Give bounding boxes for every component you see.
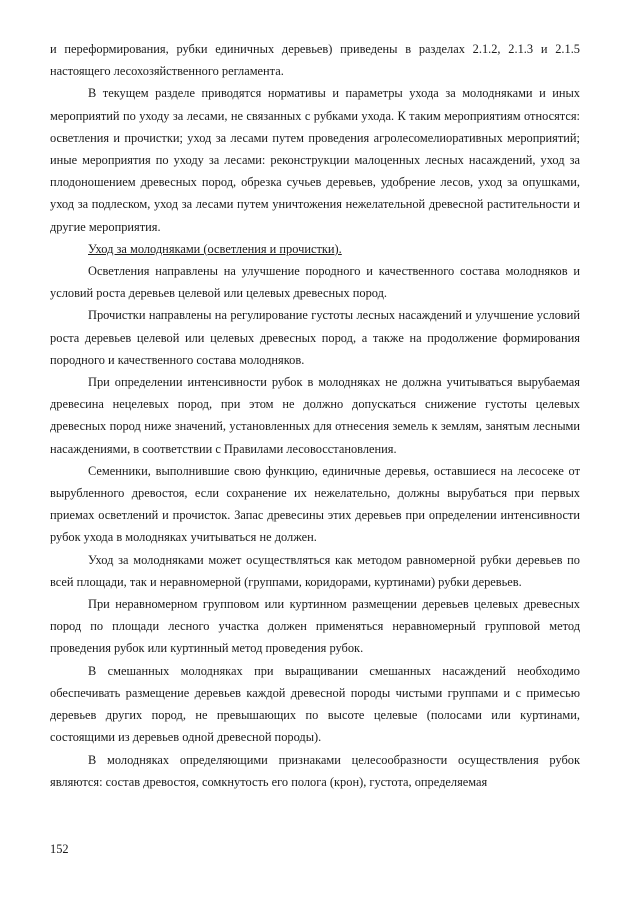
paragraph-gruppovoy: При неравномерном групповом или куртинном размещении деревьев целевых древесных пород по площади лесного участка должен применяться неравномерный групповой метод проведения рубок или куртинный метод проведения рубок. bbox=[50, 597, 580, 656]
paragraph-intro: В текущем разделе приводятся нормативы и параметры ухода за молодняками и иных мероприятий по уходу за лесами, не связанных с рубками ухода. К таким мероприятиям относятся: осветления и прочистки; уход за лесами путем проведения агролесомелиоративных мероприятий; иные мероприятия по уходу за лесами: реконструкции малоценных лесных насаждений, уход за плодоношением древесных пород, обрезка сучьев деревьев, удобрение лесов, уход за опушками, уход за подлеском, уход за лесами путем уничтожения нежелательной древесной растительности и другие мероприятия. bbox=[50, 86, 580, 234]
document-body bbox=[50, 38, 580, 793]
paragraph-smeshannye: В смешанных молодняках при выращивании смешанных насаждений необходимо обеспечивать размещение деревьев каждой древесной породы чистыми группами и с примесью деревьев других пород, не превышающих по высоте целевые (полосами или куртинами, состоящими из деревьев одной древесной породы). bbox=[50, 663, 580, 745]
paragraph-priznaki: В молодняках определяющими признаками целесообразности осуществления рубок являются: состав древостоя, сомкнутость его полога (крон), густота, определяемая bbox=[50, 752, 580, 789]
paragraph-semenniki: Семенники, выполнившие свою функцию, единичные деревья, оставшиеся на лесосеке от вырубленного древостоя, если сохранение их нежелательно, должны вырубаться при первых приемах осветлений и прочисток. Запас древесины этих деревьев при определении интенсивности рубок ухода в молодняках учитываться не должен. bbox=[50, 463, 580, 545]
paragraph-osvetleniya: Осветления направлены на улучшение породного и качественного состава молодняков и условий роста деревьев целевой или целевых древесных пород. bbox=[50, 264, 580, 301]
paragraph-prochistki: Прочистки направлены на регулирование густоты лесных насаждений и улучшение условий роста деревьев целевой или целевых древесных пород, а также на продолжение формирования породного и качественного состава молодняков. bbox=[50, 308, 580, 367]
paragraph-metody: Уход за молодняками может осуществляться как методом равномерной рубки деревьев по всей площади, так и неравномерной (группами, коридорами, куртинами) рубки деревьев. bbox=[50, 552, 580, 589]
paragraph-continuation: и переформирования, рубки единичных деревьев) приведены в разделах 2.1.2, 2.1.3 и 2.1.5 настоящего лесохозяйственного регламента. bbox=[50, 42, 580, 79]
page-number: 152 bbox=[50, 842, 69, 856]
section-heading: Уход за молодняками (осветления и прочистки). bbox=[88, 241, 342, 256]
paragraph-intensivnost: При определении интенсивности рубок в молодняках не должна учитываться вырубаемая древесина нецелевых пород, при этом не должно допускаться снижение густоты целевых древесных пород ниже значений, установленных для отнесения земель к землям, занятым лесными насаждениями, в соответствии с Правилами лесовосстановления. bbox=[50, 375, 580, 456]
